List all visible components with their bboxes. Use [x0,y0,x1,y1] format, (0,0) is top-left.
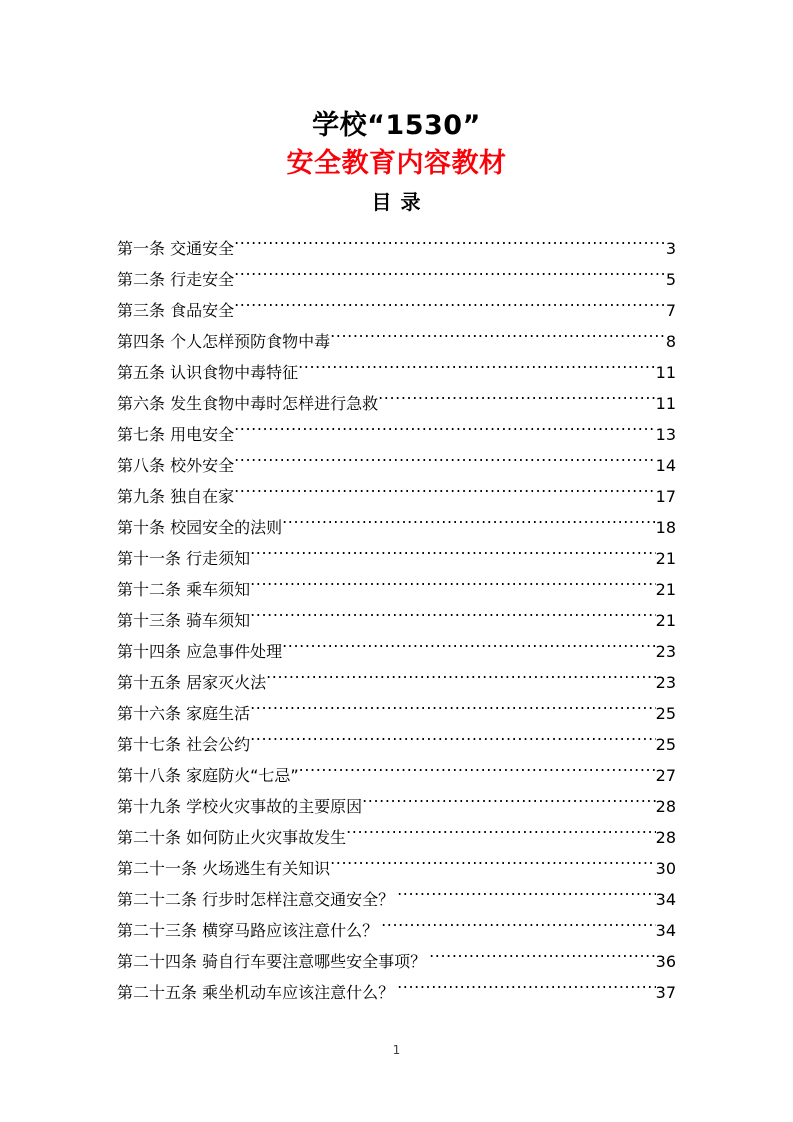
toc-entry-label: 第三条 食品安全 [117,301,235,320]
table-of-contents [117,233,676,1008]
toc-entry[interactable] [117,605,676,636]
toc-entry-page-number: 34 [655,890,676,909]
page-footer [0,1042,793,1058]
toc-leader-dots [250,610,656,626]
toc-leader-dots [330,858,656,874]
toc-entry-label: 第二十条 如何防止火灾事故发生 [117,828,347,847]
toc-leader-dots [250,703,656,719]
toc-entry-label: 第五条 认识食物中毒特征 [117,363,299,382]
toc-entry[interactable] [117,853,676,884]
toc-entry-page-number: 18 [655,518,676,537]
toc-entry-label: 第十七条 社会公约 [117,735,251,754]
toc-entry-page-number: 23 [655,673,676,692]
toc-entry-page-number: 21 [655,549,676,568]
toc-entry[interactable] [117,450,676,481]
toc-leader-dots [250,548,656,564]
toc-leader-dots [266,672,656,688]
toc-entry[interactable] [117,977,676,1008]
toc-entry-page-number: 30 [655,859,676,878]
toc-entry-page-number: 27 [655,766,676,785]
toc-heading: 目 录 [371,190,422,214]
toc-entry-page-number: 25 [655,704,676,723]
toc-entry[interactable] [117,295,676,326]
toc-leader-dots [234,455,656,471]
document-subtitle: 安全教育内容教材 [286,148,507,179]
toc-entry[interactable] [117,791,676,822]
toc-leader-dots [397,982,656,998]
toc-entry-label: 第十条 校园安全的法则 [117,518,283,537]
toc-entry-page-number: 11 [655,394,676,413]
toc-entry[interactable] [117,543,676,574]
toc-entry-page-number: 13 [655,425,676,444]
toc-entry-label: 第二十五条 乘坐机动车应该注意什么？ [117,983,395,1002]
toc-entry[interactable] [117,419,676,450]
toc-entry[interactable] [117,822,676,853]
toc-entry-page-number: 17 [655,487,676,506]
toc-entry-page-number: 11 [655,363,676,382]
toc-leader-dots [234,424,656,440]
title-block [0,108,793,216]
toc-entry-page-number: 7 [665,301,676,320]
toc-leader-dots [282,517,656,533]
toc-leader-dots [397,889,656,905]
toc-entry-label: 第九条 独自在家 [117,487,235,506]
toc-entry[interactable] [117,388,676,419]
toc-entry-page-number: 21 [655,611,676,630]
toc-entry[interactable] [117,357,676,388]
page-number: 1 [392,1043,401,1057]
toc-leader-dots [346,827,656,843]
toc-entry-page-number: 28 [655,797,676,816]
toc-entry-label: 第二十四条 骑自行车要注意哪些安全事项？ [117,952,427,971]
toc-entry-label: 第二条 行走安全 [117,270,235,289]
toc-entry[interactable] [117,915,676,946]
toc-leader-dots [299,765,656,781]
toc-entry[interactable] [117,481,676,512]
toc-entry-label: 第二十一条 火场逃生有关知识 [117,859,331,878]
toc-entry-label: 第十九条 学校火灾事故的主要原因 [117,797,363,816]
toc-entry-label: 第十八条 家庭防火“七忌” [117,766,299,785]
toc-entry-page-number: 37 [655,983,676,1002]
toc-entry[interactable] [117,884,676,915]
toc-leader-dots [234,486,656,502]
toc-entry-page-number: 14 [655,456,676,475]
toc-leader-dots [362,796,656,812]
toc-entry-label: 第二十二条 行步时怎样注意交通安全？ [117,890,395,909]
toc-leader-dots [234,238,666,254]
toc-entry[interactable] [117,326,676,357]
toc-entry-label: 第十二条 乘车须知 [117,580,251,599]
toc-entry[interactable] [117,698,676,729]
toc-entry-page-number: 34 [655,921,676,940]
toc-entry[interactable] [117,760,676,791]
toc-leader-dots [381,920,656,936]
toc-entry-label: 第十六条 家庭生活 [117,704,251,723]
toc-entry-page-number: 23 [655,642,676,661]
toc-entry-page-number: 21 [655,580,676,599]
toc-entry[interactable] [117,636,676,667]
toc-entry-label: 第六条 发生食物中毒时怎样进行急救 [117,394,379,413]
toc-entry[interactable] [117,667,676,698]
toc-entry-page-number: 36 [655,952,676,971]
toc-entry-page-number: 28 [655,828,676,847]
toc-entry-label: 第七条 用电安全 [117,425,235,444]
toc-entry-label: 第十三条 骑车须知 [117,611,251,630]
toc-entry[interactable] [117,512,676,543]
toc-entry-page-number: 25 [655,735,676,754]
toc-leader-dots [378,393,656,409]
toc-entry[interactable] [117,946,676,977]
toc-entry-page-number: 8 [665,332,676,351]
toc-entry-label: 第十四条 应急事件处理 [117,642,283,661]
toc-entry-label: 第八条 校外安全 [117,456,235,475]
toc-entry-label: 第十一条 行走须知 [117,549,251,568]
toc-entry-page-number: 3 [665,239,676,258]
toc-entry-label: 第一条 交通安全 [117,239,235,258]
toc-leader-dots [298,362,656,378]
toc-entry[interactable] [117,574,676,605]
toc-leader-dots [234,300,666,316]
toc-entry[interactable] [117,264,676,295]
toc-leader-dots [282,641,656,657]
toc-leader-dots [429,951,656,967]
toc-leader-dots [330,331,666,347]
toc-entry-label: 第二十三条 横穿马路应该注意什么？ [117,921,379,940]
document-title: 学校“1530” [312,110,481,141]
toc-leader-dots [234,269,666,285]
toc-entry-page-number: 5 [665,270,676,289]
toc-entry-label: 第四条 个人怎样预防食物中毒 [117,332,331,351]
toc-entry[interactable] [117,233,676,264]
toc-leader-dots [250,579,656,595]
toc-entry-label: 第十五条 居家灭火法 [117,673,267,692]
toc-leader-dots [250,734,656,750]
toc-entry[interactable] [117,729,676,760]
